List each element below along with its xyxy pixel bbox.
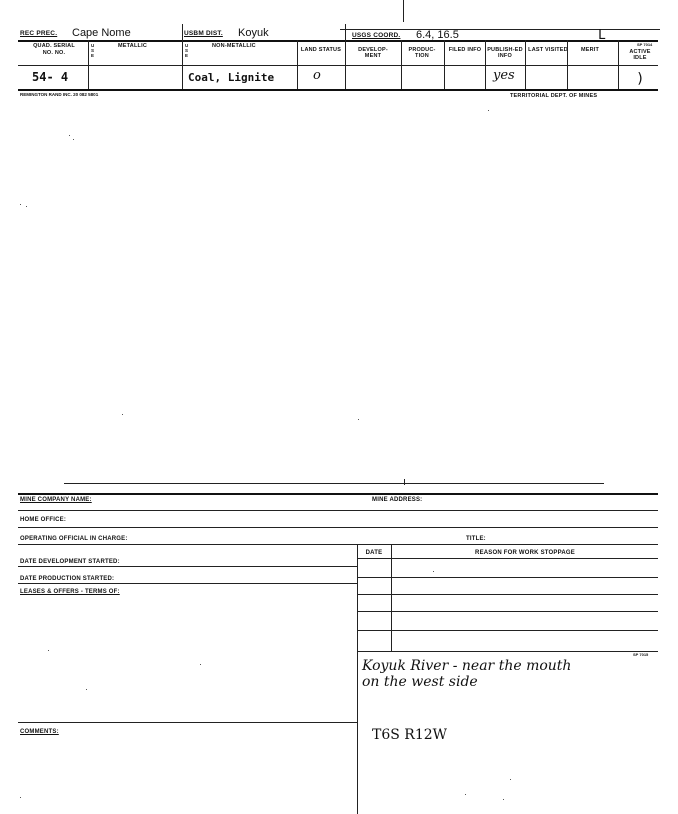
header-no-no: NO. NO. bbox=[42, 50, 66, 56]
scan-speck bbox=[122, 414, 123, 415]
top-form-number: SP 7014 bbox=[637, 42, 653, 47]
scan-speck bbox=[69, 135, 70, 136]
header-quad-serial: QUAD. SERIAL bbox=[33, 43, 75, 49]
active-idle-mark: ) bbox=[636, 71, 645, 87]
header-use-letters-1: U S E bbox=[91, 43, 95, 58]
bottom-card-top-border bbox=[18, 493, 658, 495]
card-top-border bbox=[18, 40, 658, 42]
header-merit: MERIT bbox=[580, 47, 600, 53]
pencil-mark bbox=[403, 0, 404, 22]
header-nonmetallic: NON-METALLIC bbox=[212, 43, 256, 49]
published-info-value: yes bbox=[493, 68, 515, 83]
merit-check-mark: L bbox=[598, 28, 606, 43]
date-development-label: DATE DEVELOPMENT STARTED: bbox=[20, 559, 120, 565]
location-note-line-1: Koyuk River - near the mouth bbox=[362, 658, 572, 674]
header-development: DEVELOP-MENT bbox=[358, 47, 388, 59]
date-production-label: DATE PRODUCTION STARTED: bbox=[20, 576, 115, 582]
scan-speck bbox=[86, 689, 87, 690]
header-filed-info: FILED INFO bbox=[448, 47, 482, 53]
usgs-coord-value: 6.4, 16.5 bbox=[416, 29, 459, 41]
operating-official-label: OPERATING OFFICIAL IN CHARGE: bbox=[20, 536, 128, 542]
bottom-form-number: SP 7015 bbox=[633, 652, 649, 657]
home-office-label: HOME OFFICE: bbox=[20, 517, 67, 523]
scan-speck bbox=[488, 110, 489, 111]
leases-offers-label: LEASES & OFFERS - TERMS OF: bbox=[20, 589, 120, 595]
mine-company-name-label: MINE COMPANY NAME: bbox=[20, 497, 92, 503]
date-column-header: DATE bbox=[365, 550, 383, 556]
scan-speck bbox=[20, 204, 21, 205]
header-metallic: METALLIC bbox=[118, 43, 147, 49]
commodity-value: Coal, Lignite bbox=[188, 71, 275, 84]
comments-label: COMMENTS: bbox=[20, 729, 59, 735]
scan-speck bbox=[465, 794, 466, 795]
scan-speck bbox=[200, 664, 201, 665]
printer-footer: REMINGTON RAND INC. 20 082 5801 bbox=[20, 92, 99, 97]
header-use-letters-2: U S E bbox=[185, 43, 189, 58]
header-active-idle: ACTIVE IDLE bbox=[629, 49, 651, 61]
header-published-info: PUBLISH-ED INFO bbox=[487, 47, 523, 59]
land-status-value: o bbox=[313, 68, 321, 83]
rec-prec-value: Cape Nome bbox=[72, 27, 131, 39]
scan-speck bbox=[20, 797, 21, 798]
township-range-note: T6S R12W bbox=[372, 727, 448, 743]
usgs-coord-label: USGS COORD. bbox=[352, 32, 401, 39]
scan-speck bbox=[358, 419, 359, 420]
rec-prec-label: REC PREC. bbox=[20, 30, 58, 37]
header-last-visited: LAST VISITED bbox=[528, 47, 568, 53]
scan-speck bbox=[510, 779, 511, 780]
title-label: TITLE: bbox=[466, 536, 486, 542]
territorial-dept-footer: TERRITORIAL DEPT. OF MINES bbox=[510, 93, 598, 99]
reason-column-header: REASON FOR WORK STOPPAGE bbox=[475, 550, 575, 556]
quad-serial-value: 54- 4 bbox=[32, 70, 69, 84]
scan-speck bbox=[26, 206, 27, 207]
header-land-status: LAND STATUS bbox=[300, 47, 342, 53]
usbm-dist-label: USBM DIST. bbox=[184, 30, 223, 37]
scan-speck bbox=[73, 139, 74, 140]
location-note-line-2: on the west side bbox=[362, 674, 478, 690]
scan-speck bbox=[503, 799, 504, 800]
usbm-dist-value: Koyuk bbox=[238, 27, 269, 39]
scan-speck bbox=[433, 571, 434, 572]
scan-speck bbox=[48, 650, 49, 651]
header-production: PRODUC-TION bbox=[408, 47, 436, 59]
mine-address-label: MINE ADDRESS: bbox=[372, 497, 423, 503]
